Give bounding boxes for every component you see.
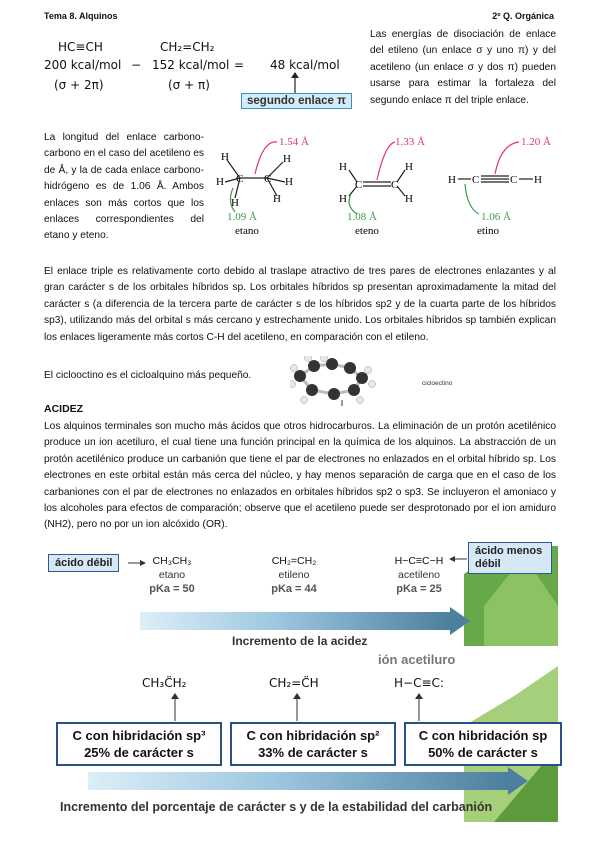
ethyne-structure (458, 142, 533, 214)
acidity-title: ACIDEZ (44, 403, 84, 415)
ethene-c1: C (355, 179, 363, 191)
energy-acetylene: 200 kcal/mol (44, 58, 122, 72)
anion-acetylide: H−C≡C: (394, 676, 444, 690)
acetylene-pka: pKa = 25 (396, 583, 442, 595)
equals-sign: = (234, 58, 245, 72)
bonds-acetylene: (σ + 2π) (54, 78, 104, 92)
acidity-arrow-tip (450, 607, 470, 635)
second-pi-bond-label: segundo enlace π (241, 93, 352, 109)
ethyne-cc-length: 1.20 Å (521, 136, 551, 148)
ethene-h1: H (339, 161, 347, 173)
hybrid-sp-line2: 50% de carácter s (428, 745, 538, 760)
dissociation-energy-text: Las energías de disociación de enlace del etileno (un enlace σ y uno π) y del acetileno (un enlace σ y dos π) pueden usarse para estimar la fortaleza del segundo enlace π del triple enlace. (370, 29, 556, 106)
arrow-less-weak-icon (449, 554, 467, 564)
ethylene-acid-formula: CH₂=CH₂ (271, 555, 317, 567)
acid-ethane (142, 554, 202, 596)
header-course: 2º Q. Orgánica (492, 11, 554, 21)
hybrid-sp2-line1: C con hibridación sp² (246, 728, 380, 743)
ethyne-h1: H (448, 174, 456, 186)
acid-ethylene (254, 554, 334, 596)
hybrid-sp2-line2: 33% de carácter s (258, 745, 368, 760)
ethane-cc-length: 1.54 Å (279, 136, 309, 148)
ethane-h2: H (216, 176, 224, 188)
up-arrow-sp-icon (414, 693, 424, 721)
anion-vinyl: CH₂=C̈H (269, 676, 319, 690)
acidity-arrow (140, 612, 450, 630)
ethyne-name: etino (477, 225, 499, 237)
ethane-h6: H (273, 193, 281, 205)
acetylide-title: ión acetiluro (378, 652, 456, 667)
hybrid-sp-line1: C con hibridación sp (418, 728, 548, 743)
ethene-cc-length: 1.33 Å (395, 136, 425, 148)
hybrid-sp2-box (230, 722, 396, 766)
ethene-h3: H (405, 161, 413, 173)
header-title: Tema 8. Alquinos (44, 11, 118, 21)
acidity-text: Los alquinos terminales son mucho más ácidos que otros hidrocarburos. La eliminación de un protón acetilénico produce un ion acetiluro, el cual tiene una función principal en la química de los alquinos. La abstracción de un protón acetilénico produce un carbanión que tiene el par de electrones no enlazados en el orbital híbrido sp. Los electrones en este orbital están más cerca del núcleo, y hay menos separación de carga que en el caso de los carbaniones con el par de electrones no enlazados en orbitales híbridos sp2 o sp3. Se incluyeron el amoniaco y los alcoholes para efectos de comparación; observe que el acetileno puede ser desprotonado por el ion amiduro (NH2), pero no por un ion alcóxido (OR). (44, 421, 556, 531)
ethene-h4: H (405, 193, 413, 205)
stability-arrow (88, 772, 508, 790)
hybrid-sp3-line1: C con hibridación sp³ (72, 728, 206, 743)
hybrid-sp3-box (56, 722, 222, 766)
bond-length-text: La longitud del enlace carbono-carbono en el caso del acetileno es de Å, y la de cada enlace carbono-hidrógeno es de 1.06 Å. Ambos enlaces son más cortos que los enlaces correspondientes del etano y eteno. (44, 132, 204, 242)
stability-arrow-tip (508, 767, 528, 795)
bond-length-molecules (205, 130, 565, 240)
ethyne-ch-length: 1.06 Å (481, 211, 511, 223)
bonds-ethylene: (σ + π) (168, 78, 210, 92)
ethane-h4: H (283, 153, 291, 165)
ethene-name: eteno (355, 225, 379, 237)
ethane-h5: H (285, 176, 293, 188)
hybrid-sp3-line2: 25% de carácter s (84, 745, 194, 760)
ethane-ch-length: 1.09 Å (227, 211, 257, 223)
ethyne-c1: C (472, 174, 480, 186)
ethane-name: etano (235, 225, 259, 237)
ethene-structure (349, 142, 405, 214)
cyclooctyne-text: El ciclooctino es el cicloalquino más pequeño. (44, 370, 252, 381)
ethene-c2: C (391, 179, 399, 191)
stability-arrow-label: Incremento del porcentaje de carácter s y de la estabilidad del carbanión (60, 800, 493, 814)
ethane-pka: pKa = 50 (149, 583, 195, 595)
ethane-h1: H (221, 151, 229, 163)
ethane-c1: C (236, 173, 244, 185)
ethane-h3: H (231, 197, 239, 209)
acetylene-formula: HC≡CH (58, 40, 103, 54)
triple-bond-text: El enlace triple es relativamente corto debido al traslape atractivo de tres pares de electrones enlazantes y al gran carácter s de los orbitales híbridos sp. Los orbitales híbridos sp presentan aproximadamente la mitad del carácter s (a diferencia de la tercera parte de carácter s de los híbridos sp2 y de la cuarta parte de los híbridos sp3), utilizando más del orbital s más cercano y estrechamente unido. Los orbitales híbridos sp también explican los enlaces ligeramente más cortos C-H del acetileno, en comparación con el etileno. (44, 266, 556, 343)
cyclooctyne-label: cicloectino (422, 380, 453, 387)
acetylene-acid-formula: H−C≡C−H (394, 555, 444, 567)
energy-ethylene: 152 kcal/mol (152, 58, 230, 72)
energy-result: 48 kcal/mol (270, 58, 340, 72)
acetylene-acid-name: acetileno (397, 569, 441, 581)
weak-acid-label: ácido débil (48, 554, 119, 572)
ethyne-h2: H (534, 174, 542, 186)
ethane-acid-formula: CH₃CH₃ (152, 555, 192, 567)
up-arrow-sp3-icon (170, 693, 180, 721)
ethane-acid-name: etano (158, 569, 186, 581)
ethyne-c2: C (510, 174, 518, 186)
acidity-arrow-label: Incremento de la acidez (232, 634, 368, 648)
ethene-ch-length: 1.08 Å (347, 211, 377, 223)
ethylene-formula: CH₂=CH₂ (160, 40, 215, 54)
hybrid-sp-box (404, 722, 562, 766)
cyclooctyne-model (290, 356, 390, 406)
up-arrow-sp2-icon (292, 693, 302, 721)
ethylene-acid-name: etileno (278, 569, 310, 581)
less-weak-acid-label: ácido menos débil (468, 542, 552, 574)
acidity-figure (44, 546, 558, 822)
ethane-c2: C (264, 173, 272, 185)
ethene-h2: H (339, 193, 347, 205)
minus-sign: − (131, 58, 142, 72)
ethylene-pka: pKa = 44 (271, 583, 317, 595)
anion-ethyl: CH₃C̈H₂ (142, 676, 187, 690)
up-arrow-icon (290, 72, 300, 94)
